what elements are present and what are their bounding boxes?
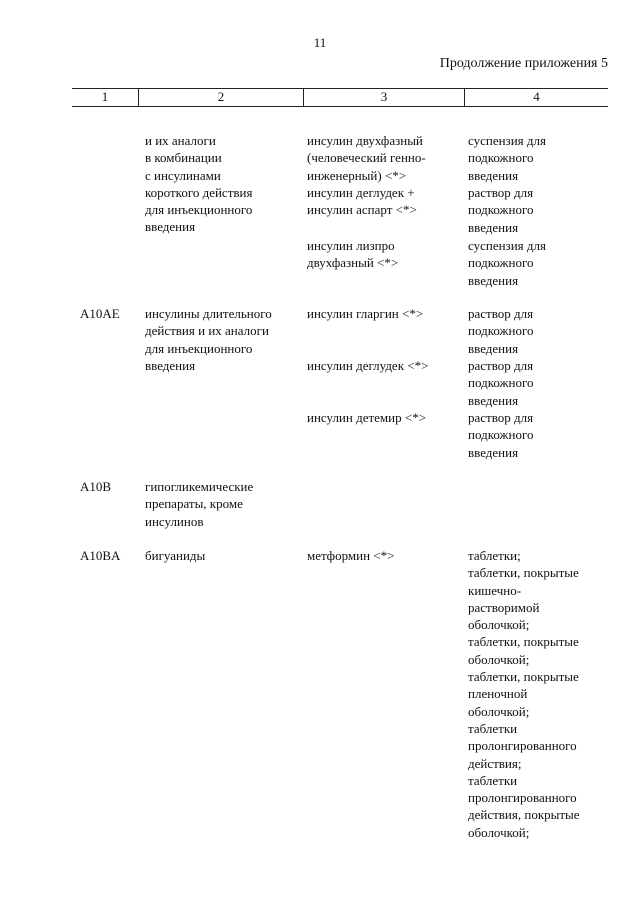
drug-name-cell (307, 357, 462, 374)
dosage-form-line: пролонгированного (468, 790, 577, 806)
drug-name-line: метформин <*> (307, 548, 395, 563)
dosage-form-line: действия, покрытые (468, 807, 580, 823)
drug-name-line: инсулин деглудек + (307, 185, 415, 200)
drug-name-line: инсулин аспарт <*> (307, 202, 417, 218)
group-name-line: введения (145, 219, 196, 235)
group-name-line: инсулинов (145, 513, 204, 529)
dosage-form-line: введения (468, 392, 519, 408)
dosage-form-line: кишечно- (468, 582, 522, 598)
drug-name-cell (307, 237, 462, 272)
group-name-line: для инъекционного (145, 340, 253, 356)
drug-name-line: инсулин деглудек <*> (307, 358, 429, 373)
dosage-form-line: действия; (468, 755, 522, 771)
atc-code-cell: A10B (80, 479, 112, 494)
drug-name-cell (307, 184, 462, 219)
drug-name-cell (307, 547, 462, 564)
group-name-line: бигуаниды (145, 548, 206, 563)
dosage-form-line: оболочкой; (468, 824, 530, 840)
dosage-form-line: раствор для (468, 306, 534, 321)
dosage-form-line: подкожного (468, 375, 534, 391)
column-header-1: 1 (101, 89, 109, 104)
dosage-form-line: раствор для (468, 358, 534, 373)
appendix-continuation-caption: Продолжение приложения 5 (439, 56, 608, 71)
group-name-line: препараты, кроме (145, 496, 243, 512)
drug-name-cell (307, 132, 462, 184)
dosage-form-line: таблетки (468, 772, 518, 788)
dosage-form-cell (468, 184, 618, 236)
dosage-form-cell (468, 237, 618, 289)
dosage-form-cell (468, 409, 618, 461)
dosage-form-line: введения (468, 219, 519, 235)
dosage-form-line: введения (468, 272, 519, 288)
dosage-form-line: раствор для (468, 185, 534, 200)
drug-name-line: инженерный) <*> (307, 167, 407, 183)
dosage-form-cell (468, 132, 618, 184)
dosage-form-line: таблетки (468, 720, 518, 736)
drug-name-line: двухфазный <*> (307, 255, 399, 271)
drug-name-line: (человеческий генно- (307, 150, 426, 166)
group-name-line: введения (145, 357, 196, 373)
dosage-form-line: таблетки, покрытые (468, 669, 579, 685)
group-name-line: короткого действия (145, 184, 253, 200)
dosage-form-cell (468, 547, 618, 841)
group-name-line: инсулины длительного (145, 306, 272, 321)
dosage-form-line: подкожного (468, 150, 534, 166)
dosage-form-line: таблетки; (468, 548, 521, 563)
group-name-cell (145, 305, 305, 374)
dosage-form-line: таблетки, покрытые (468, 565, 579, 581)
dosage-form-cell (468, 357, 618, 409)
column-header-2: 2 (138, 89, 303, 106)
dosage-form-line: подкожного (468, 427, 534, 443)
dosage-form-line: суспензия для (468, 238, 546, 253)
group-name-line: в комбинации (145, 150, 222, 166)
column-header-4: 4 (464, 89, 608, 106)
group-name-cell (145, 547, 305, 564)
group-name-line: гипогликемические (145, 479, 254, 494)
dosage-form-line: суспензия для (468, 133, 546, 148)
dosage-form-cell (468, 305, 618, 357)
page-number: 11 (313, 35, 327, 50)
group-name-line: для инъекционного (145, 202, 253, 218)
dosage-form-line: пролонгированного (468, 738, 577, 754)
dosage-form-line: пленочной (468, 686, 528, 702)
atc-code-cell: A10AE (80, 306, 120, 321)
dosage-form-line: подкожного (468, 323, 534, 339)
dosage-form-line: введения (468, 167, 519, 183)
drug-name-line: инсулин лизпро (307, 238, 395, 253)
drug-name-cell (307, 305, 462, 322)
dosage-form-line: раствор для (468, 410, 534, 425)
drug-name-line: инсулин двухфазный (307, 133, 423, 148)
dosage-form-line: введения (468, 340, 519, 356)
dosage-form-line: таблетки, покрытые (468, 634, 579, 650)
drug-name-line: инсулин детемир <*> (307, 410, 427, 425)
drug-name-cell (307, 409, 462, 426)
dosage-form-line: растворимой (468, 599, 540, 615)
column-header-3: 3 (303, 89, 464, 106)
dosage-form-line: подкожного (468, 202, 534, 218)
group-name-line: и их аналоги (145, 133, 216, 148)
dosage-form-line: оболочкой; (468, 651, 530, 667)
dosage-form-line: введения (468, 444, 519, 460)
table-header-row (72, 88, 608, 107)
dosage-form-line: оболочкой; (468, 703, 530, 719)
group-name-line: действия и их аналоги (145, 323, 269, 339)
dosage-form-line: оболочкой; (468, 617, 530, 633)
atc-code-cell: A10BA (80, 548, 121, 563)
group-name-cell (145, 132, 305, 236)
group-name-line: с инсулинами (145, 167, 221, 183)
group-name-cell (145, 478, 305, 530)
dosage-form-line: подкожного (468, 255, 534, 271)
drug-name-line: инсулин гларгин <*> (307, 306, 424, 321)
